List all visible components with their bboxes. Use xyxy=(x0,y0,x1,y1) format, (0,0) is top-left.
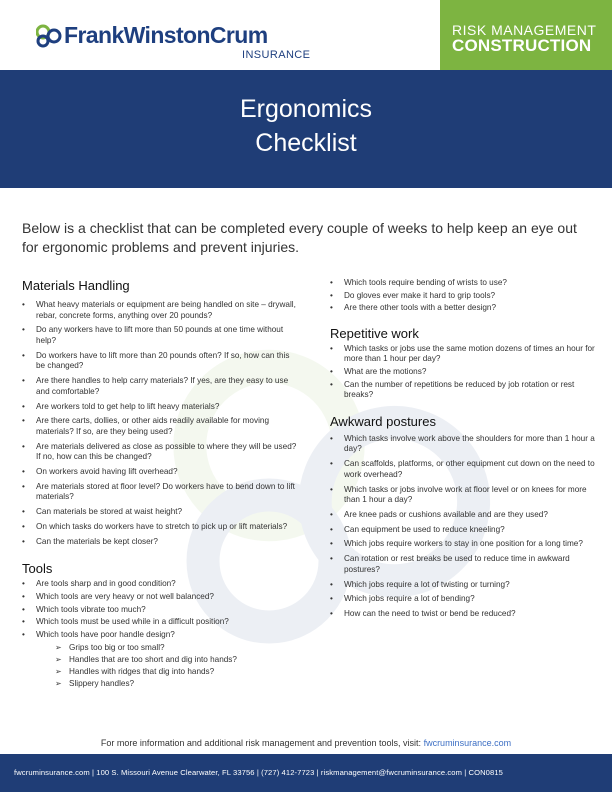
left-column xyxy=(22,278,300,690)
brand-name: FrankWinstonCrum xyxy=(64,22,268,48)
list-item: • Which tools are very heavy or not well balanced? xyxy=(22,592,300,603)
title-line1: Ergonomics xyxy=(240,95,372,123)
list-item: • Which tasks involve work above the shoulders for more than 1 hour a day? xyxy=(330,434,595,455)
list-item: • Which tools vibrate too much? xyxy=(22,605,300,616)
list-item: • Can the number of repetitions be reduced by job rotation or rest breaks? xyxy=(330,380,595,401)
section-title-postures: Awkward postures xyxy=(330,413,436,429)
tools-sub-list xyxy=(55,642,300,690)
list-item: • Can the materials be kept closer? xyxy=(22,537,300,548)
page-header xyxy=(0,0,612,70)
materials-list xyxy=(22,300,300,547)
list-item: • Are tools sharp and in good condition? xyxy=(22,579,300,590)
list-item: • Which tools must be used while in a difficult position? xyxy=(22,617,300,628)
footer-note xyxy=(0,738,612,748)
list-item: • Are materials stored at floor level? Do workers have to bend down to lift materials? xyxy=(22,482,300,503)
list-item: • Which tools require bending of wrists to use? xyxy=(330,278,595,289)
title-line2: Checklist xyxy=(255,129,357,157)
list-item: • Do any workers have to lift more than 50 pounds at one time without help? xyxy=(22,325,300,346)
list-item: • Are knee pads or cushions available and are they used? xyxy=(330,510,595,521)
tools-list xyxy=(22,579,300,640)
list-item: • On workers avoid having lift overhead? xyxy=(22,467,300,478)
list-item: • Can rotation or rest breaks be used to reduce time in awkward postures? xyxy=(330,554,595,575)
list-item: • Are there handles to help carry materials? If yes, are they easy to use and comfortable? xyxy=(22,376,300,397)
list-item: • Can scaffolds, platforms, or other equipment cut down on the need to work overhead? xyxy=(330,459,595,480)
logo-mark-icon xyxy=(36,24,62,48)
website-link[interactable]: fwcruminsurance.com xyxy=(423,738,512,748)
list-item: • Can equipment be used to reduce kneeling? xyxy=(330,525,595,536)
list-item: • Which jobs require workers to stay in one position for a long time? xyxy=(330,539,595,550)
postures-list xyxy=(330,434,595,620)
section-title-materials: Materials Handling xyxy=(22,278,130,293)
sub-list-item: ➢ Handles that are too short and dig into hands? xyxy=(55,654,300,666)
list-item: • Which jobs require a lot of twisting or turning? xyxy=(330,580,595,591)
brand-sub: INSURANCE xyxy=(242,49,311,61)
list-item: • Are workers told to get help to lift heavy materials? xyxy=(22,402,300,413)
risk-management-badge xyxy=(440,0,612,70)
list-item: • How can the need to twist or bend be reduced? xyxy=(330,609,595,620)
list-item: • Which tasks or jobs involve work at floor level or on knees for more than 1 hour a day? xyxy=(330,485,595,506)
intro-paragraph: Below is a checklist that can be completed every couple of weeks to help keep an eye out for ergonomic problems and prevent injuries. xyxy=(22,220,577,255)
page-title xyxy=(0,92,612,160)
footer-bar xyxy=(0,754,612,792)
list-item: • Do workers have to lift more than 20 pounds often? If so, how can this be changed? xyxy=(22,351,300,372)
list-item: • What heavy materials or equipment are being handled on site – drywall, rebar, concrete forms, anything over 20 pounds? xyxy=(22,300,300,321)
list-item: • Do gloves ever make it hard to grip tools? xyxy=(330,291,595,302)
badge-line1: RISK MANAGEMENT xyxy=(452,22,597,38)
footer-note-text: For more information and additional risk management and prevention tools, visit: xyxy=(100,738,424,748)
list-item: • Which jobs require a lot of bending? xyxy=(330,594,595,605)
list-item: • Which tasks or jobs use the same motion dozens of times an hour for more than 1 hour per day? xyxy=(330,344,595,365)
badge-line2: CONSTRUCTION xyxy=(452,36,592,55)
sub-list-item: ➢ Handles with ridges that dig into hands? xyxy=(55,666,300,678)
list-item: • What are the motions? xyxy=(330,367,595,378)
list-item: • Can materials be stored at waist height? xyxy=(22,507,300,518)
footer-contact: fwcruminsurance.com | 100 S. Missouri Avenue Clearwater, FL 33756 | (727) 412-7723 | riskmanagement@fwcruminsurance.com | CON0815 xyxy=(14,768,503,777)
list-item: • Are there carts, dollies, or other aids readily available for moving materials? If so, are they being used? xyxy=(22,416,300,437)
section-title-repetitive: Repetitive work xyxy=(330,325,419,341)
list-item: • Are there other tools with a better design? xyxy=(330,303,595,314)
tools-continued-list xyxy=(330,278,595,314)
title-banner xyxy=(0,70,612,188)
list-item: • Which tools have poor handle design? xyxy=(22,630,300,641)
sub-list-item: ➢ Grips too big or too small? xyxy=(55,642,300,654)
section-title-tools: Tools xyxy=(22,561,53,577)
repetitive-list xyxy=(330,344,595,401)
list-item: • Are materials delivered as close as possible to where they will be used? If no, how can this be changed? xyxy=(22,442,300,463)
sub-list-item: ➢ Slippery handles? xyxy=(55,678,300,690)
right-column xyxy=(330,278,595,624)
list-item: • On which tasks do workers have to stretch to pick up or lift materials? xyxy=(22,522,300,533)
